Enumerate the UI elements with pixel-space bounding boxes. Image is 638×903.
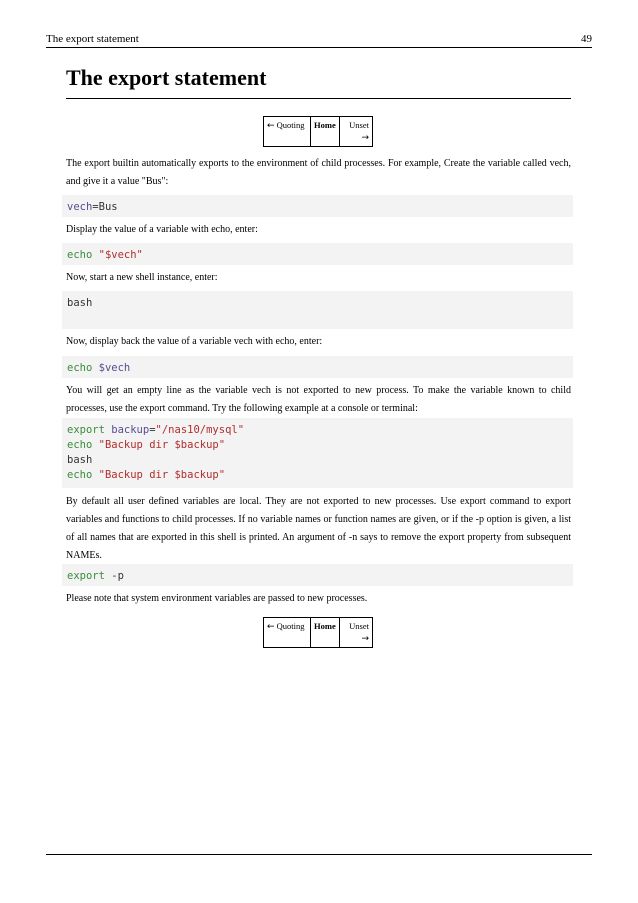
nav-home-label: Home bbox=[314, 621, 336, 631]
paragraph-5: You will get an empty line as the variable vech is not exported to new process. To make the variable known to child processes, use the export command. Try the following example at a console or terminal: bbox=[66, 385, 571, 414]
paragraph-1: The export builtin automatically exports to the environment of child processes. For example, Create the variable called vech, and give it a value "Bus": bbox=[66, 158, 571, 187]
paragraph-6: By default all user defined variables are local. They are not exported to new processes. Use export command to export variables and functions to child processes. If no variable names or function names are given, or if the -p option is given, a list of all names that are exported in this shell is printed. An argument of -n says to remove the export property from subsequent NAMEs. bbox=[66, 496, 571, 561]
nav-prev-link[interactable] bbox=[264, 618, 311, 648]
nav-next-link[interactable] bbox=[339, 117, 372, 147]
page-title: The export statement bbox=[66, 65, 267, 90]
left-arrow-icon: ← bbox=[267, 622, 275, 632]
nav-next-label: Unset bbox=[349, 621, 369, 631]
nav-prev-label: Quoting bbox=[276, 120, 305, 130]
nav-home-label: Home bbox=[314, 120, 336, 130]
code-block-2: echo "$vech" bbox=[62, 243, 573, 265]
paragraph-7: Please note that system environment variables are passed to new processes. bbox=[66, 593, 368, 604]
code-block-1: vech=Bus bbox=[62, 195, 573, 217]
code-block-3: bash bbox=[62, 291, 573, 329]
nav-next-label: Unset bbox=[349, 120, 369, 130]
running-title: The export statement bbox=[46, 33, 139, 45]
header-rule bbox=[46, 47, 592, 48]
paragraph-4: Now, display back the value of a variable vech with echo, enter: bbox=[66, 336, 323, 347]
code-block-5: export backup="/nas10/mysql" echo "Backup dir $backup" bash echo "Backup dir $backup" bbox=[62, 418, 573, 488]
nav-prev-label: Quoting bbox=[276, 621, 305, 631]
footer-rule bbox=[46, 854, 592, 855]
code-block-6: export -p bbox=[62, 564, 573, 586]
right-arrow-icon: → bbox=[361, 634, 369, 644]
nav-next-link[interactable] bbox=[339, 618, 372, 648]
paragraph-2: Display the value of a variable with echo, enter: bbox=[66, 224, 258, 235]
nav-prev-link[interactable] bbox=[264, 117, 311, 147]
nav-home-link[interactable] bbox=[311, 618, 340, 648]
paragraph-3: Now, start a new shell instance, enter: bbox=[66, 272, 218, 283]
running-header bbox=[46, 32, 592, 46]
navigation-box-bottom bbox=[263, 617, 373, 648]
right-arrow-icon: → bbox=[361, 133, 369, 143]
nav-home-link[interactable] bbox=[311, 117, 340, 147]
code-block-4: echo $vech bbox=[62, 356, 573, 378]
left-arrow-icon: ← bbox=[267, 121, 275, 131]
title-rule bbox=[66, 98, 571, 99]
page-number: 49 bbox=[581, 33, 592, 45]
navigation-box-top bbox=[263, 116, 373, 147]
